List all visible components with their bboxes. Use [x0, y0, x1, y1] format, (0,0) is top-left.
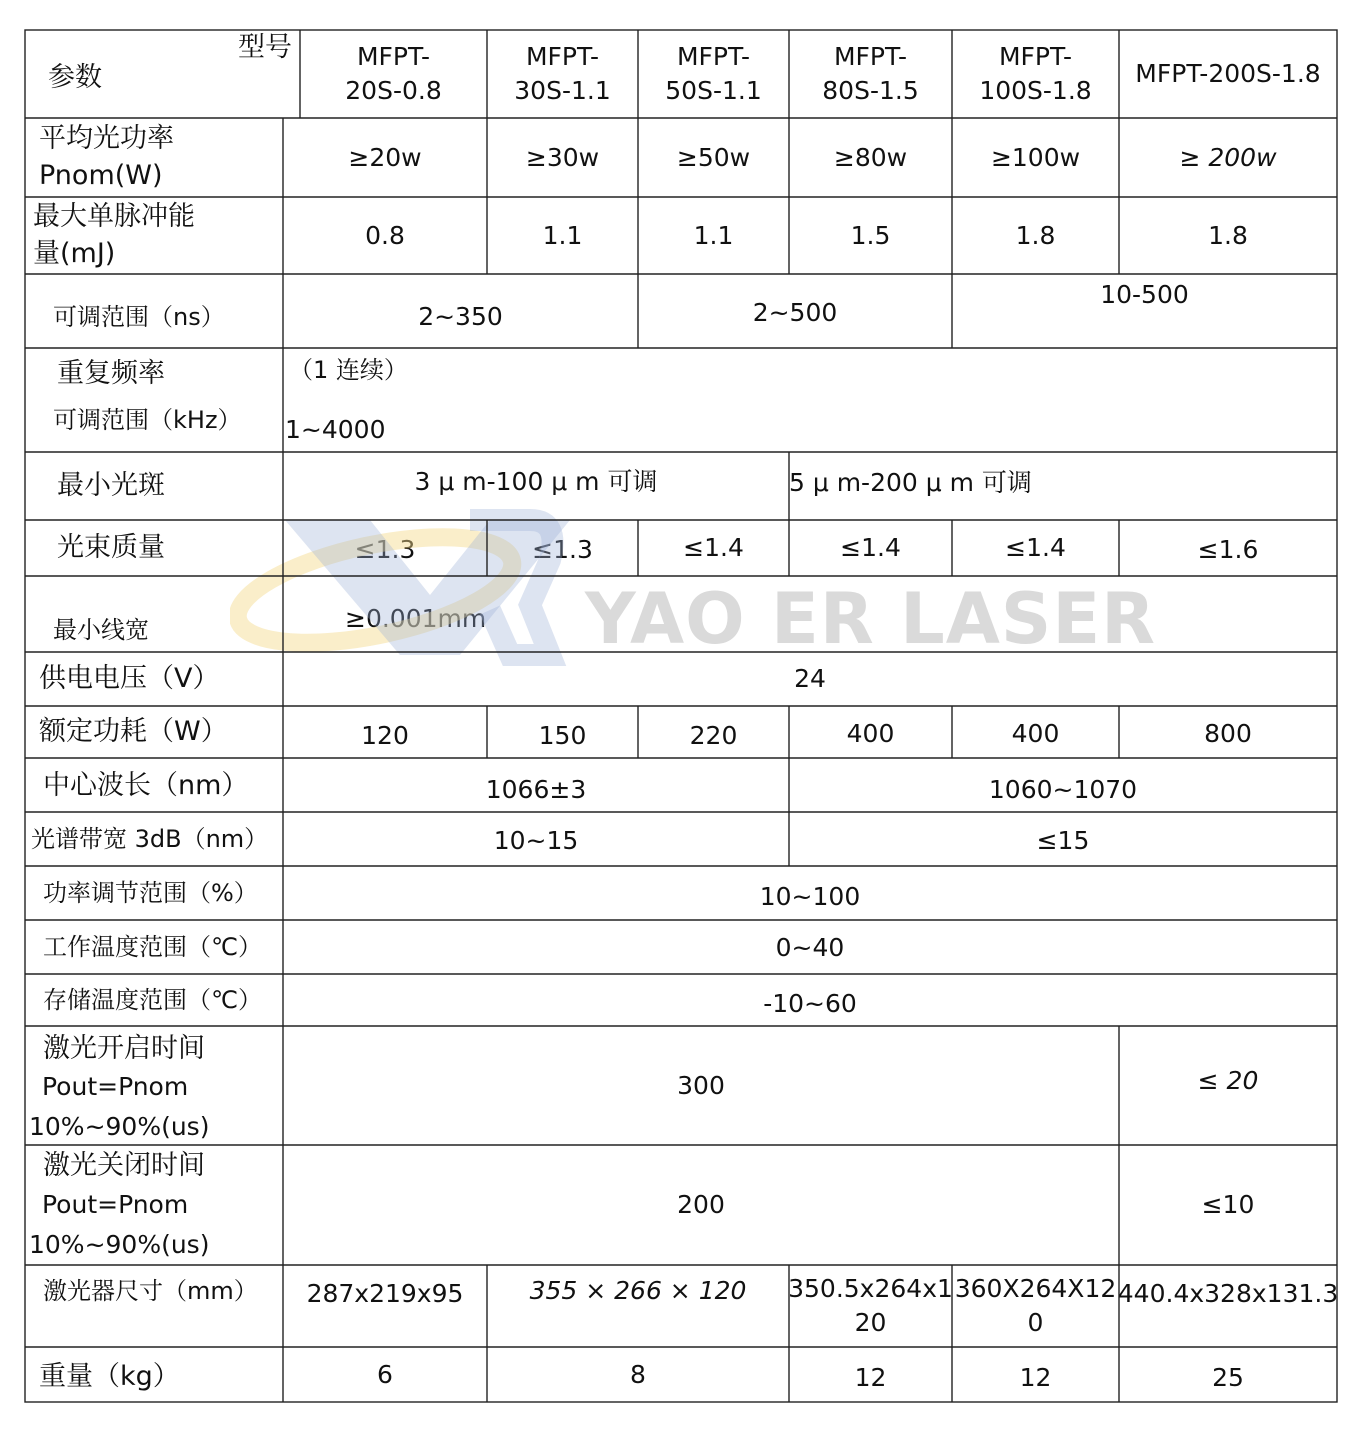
row-label-weight: 重量（kg）	[39, 1360, 180, 1392]
row-label-bandwidth: 光谱带宽 3dB（nm）	[31, 824, 269, 853]
beam-quality-4: ≤1.4	[840, 533, 901, 563]
max-pulse-2: 1.1	[542, 220, 583, 250]
rated-power-3: 220	[689, 721, 738, 751]
avg-power-2: ≥30w	[525, 142, 600, 172]
row-label-supply-voltage: 供电电压（V）	[39, 662, 220, 694]
work-temp-value: 0~40	[775, 933, 845, 963]
off-time-1: 200	[677, 1190, 725, 1220]
avg-power-1: ≥20w	[348, 142, 422, 172]
weight-2: 8	[630, 1360, 646, 1390]
size-4: 360X264X12 0	[954, 1273, 1117, 1337]
row-label-off-time-1: 激光关闭时间	[43, 1149, 205, 1181]
row-label-on-time-1: 激光开启时间	[43, 1032, 205, 1064]
row-label-max-pulse: 最大单脉冲能 量(mJ)	[33, 201, 195, 269]
rated-power-1: 120	[361, 721, 409, 751]
row-label-work-temp: 工作温度范围（℃）	[43, 932, 262, 961]
size-5: 440.4x328x131.3	[1117, 1279, 1339, 1309]
rep-freq-note: （1 连续）	[289, 355, 408, 384]
on-time-1: 300	[677, 1070, 725, 1100]
beam-quality-5: ≤1.4	[1005, 533, 1066, 563]
header-model-1: MFPT- 20S-0.8	[345, 42, 442, 105]
row-label-store-temp: 存储温度范围（℃）	[43, 985, 262, 1014]
store-temp-value: -10~60	[763, 989, 857, 1019]
header-model-2: MFPT- 30S-1.1	[514, 42, 611, 105]
rated-power-2: 150	[538, 721, 587, 751]
rep-freq-value: 1~4000	[285, 415, 386, 445]
weight-5: 25	[1212, 1363, 1244, 1393]
header-model-label: 型号	[238, 31, 292, 63]
max-pulse-5: 1.8	[1015, 220, 1056, 250]
rated-power-6: 800	[1204, 719, 1252, 749]
weight-4: 12	[1019, 1363, 1052, 1393]
size-2: 355 × 266 × 120	[529, 1276, 747, 1306]
weight-3: 12	[854, 1363, 887, 1393]
beam-quality-1: ≤1.3	[354, 535, 416, 565]
off-time-2: ≤10	[1201, 1190, 1255, 1220]
weight-1: 6	[377, 1360, 393, 1390]
header-model-4: MFPT- 80S-1.5	[822, 42, 919, 105]
row-label-min-spot: 最小光斑	[57, 469, 165, 501]
row-label-size: 激光器尺寸（mm）	[43, 1276, 258, 1305]
row-label-on-time-2: Pout=Pnom	[42, 1072, 189, 1102]
avg-power-3: ≥50w	[676, 142, 751, 172]
min-spot-1: 3 μ m-100 μ m 可调	[414, 467, 658, 497]
max-pulse-1: 0.8	[365, 220, 405, 250]
beam-quality-2: ≤1.3	[532, 535, 593, 565]
rated-power-4: 400	[846, 719, 895, 749]
max-pulse-6: 1.8	[1208, 220, 1248, 250]
max-pulse-3: 1.1	[693, 220, 734, 250]
row-label-avg-power: 平均光功率 Pnom(W)	[39, 123, 174, 191]
header-model-6: MFPT-200S-1.8	[1135, 59, 1321, 89]
on-time-2: ≤ 20	[1197, 1066, 1259, 1096]
row-label-rep-freq: 重复频率	[57, 357, 165, 389]
row-label-beam-quality: 光束质量	[57, 531, 165, 563]
max-pulse-4: 1.5	[850, 220, 891, 250]
adjust-ns-3: 10-500	[1100, 280, 1189, 309]
header-model-5: MFPT- 100S-1.8	[979, 42, 1092, 105]
row-label-min-line: 最小线宽	[53, 615, 149, 644]
beam-quality-6: ≤1.6	[1197, 535, 1259, 565]
avg-power-5: ≥100w	[990, 142, 1081, 172]
avg-power-6: ≥ 200w	[1179, 142, 1277, 172]
center-wl-1: 1066±3	[485, 775, 587, 805]
bandwidth-1: 10~15	[493, 826, 579, 856]
row-label-rated-power: 额定功耗（W）	[39, 715, 228, 747]
row-label-off-time-3: 10%~90%(us)	[29, 1230, 210, 1260]
size-1: 287x219x95	[306, 1279, 464, 1309]
avg-power-4: ≥80w	[833, 142, 908, 172]
adjust-ns-2: 2~500	[752, 298, 838, 328]
row-label-rep-freq-range: 可调范围（kHz）	[53, 405, 242, 434]
bandwidth-2: ≤15	[1036, 826, 1090, 856]
row-label-on-time-3: 10%~90%(us)	[29, 1112, 210, 1142]
row-label-off-time-2: Pout=Pnom	[42, 1190, 189, 1220]
power-adj-value: 10~100	[759, 882, 861, 912]
supply-voltage-value: 24	[794, 664, 826, 694]
size-3: 350.5x264x1 20	[788, 1273, 953, 1337]
row-label-power-adj: 功率调节范围（%）	[43, 878, 258, 907]
header-param-label: 参数	[48, 61, 102, 93]
header-model-3: MFPT- 50S-1.1	[665, 42, 762, 105]
center-wl-2: 1060~1070	[988, 775, 1138, 805]
adjust-ns-1: 2~350	[418, 302, 503, 332]
row-label-center-wl: 中心波长（nm）	[43, 769, 249, 801]
rated-power-5: 400	[1011, 719, 1060, 749]
min-spot-2: 5 μ m-200 μ m 可调	[789, 468, 1032, 498]
min-line-value: ≥0.001mm	[345, 604, 487, 634]
beam-quality-3: ≤1.4	[683, 533, 744, 563]
row-label-adjust-ns: 可调范围（ns）	[53, 302, 225, 331]
watermark-text: YAO ER LASER	[585, 578, 1157, 660]
